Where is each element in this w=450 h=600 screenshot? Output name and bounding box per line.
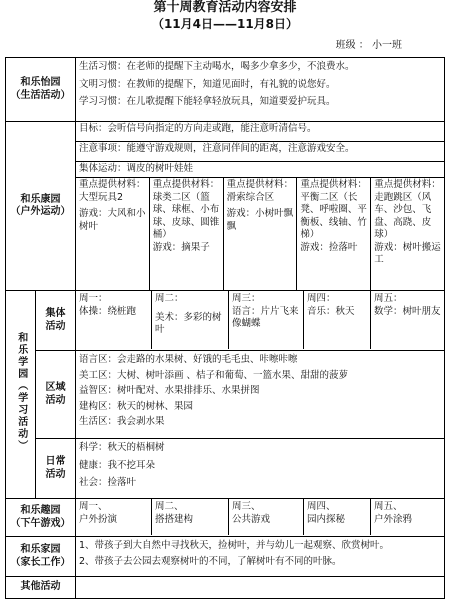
area-line: 生活区：我会剥水果 xyxy=(79,416,165,427)
area-activity-content xyxy=(76,351,445,439)
life-row xyxy=(6,58,445,122)
day-cell: 周一、 户外扮演 xyxy=(76,499,152,535)
life-habit-line: 生活习惯：在老师的提醒下主动喝水，喝多少拿多少，不浪费水。 xyxy=(79,61,355,72)
learning-area-row xyxy=(6,351,445,439)
afternoon-row xyxy=(6,499,445,537)
civil-habit-line: 文明习惯：在教师的提醒下，知道见面时，有礼貌的说您好。 xyxy=(79,78,336,90)
group-activity-label: 集体 活动 xyxy=(36,291,76,351)
material-cell: 重点提供材料：走跑跳区（风车、沙包、飞盘、高跷、皮球） 游戏：树叶搬运工 xyxy=(374,179,441,265)
outdoor-group-activity: 集体运动：调皮的树叶娃娃 xyxy=(76,162,444,178)
study-habit-line: 学习习惯：在儿歌提醒下能轻拿轻放玩具，知道要爱护玩具。 xyxy=(79,96,336,107)
class-label: 班级 ： xyxy=(335,40,369,51)
family-line: 2、带孩子去公园去观察树叶的不同，了解树叶有不同的叶脉。 xyxy=(79,555,342,567)
day-cell: 周三、 公共游戏 xyxy=(229,499,304,535)
outdoor-content xyxy=(76,122,445,291)
daily-line: 科学：秋天的梧桐树 xyxy=(79,442,165,453)
daily-activity-label: 日常 活动 xyxy=(36,439,76,499)
day-cell: 周一： 体操：绕桩跑 xyxy=(76,291,152,349)
family-label: 和乐家园 （家长工作） xyxy=(6,537,76,577)
class-name: 小一班 xyxy=(372,40,402,51)
day-cell: 周五： 数学：树叶朋友 xyxy=(374,293,441,317)
family-line: 1、带孩子到大自然中寻找秋天，捡树叶，并与幼儿一起观察、欣赏树叶。 xyxy=(79,540,390,551)
group-activity-days xyxy=(76,291,445,351)
daily-line: 社会：捡落叶 xyxy=(79,477,137,488)
outdoor-row xyxy=(6,122,445,291)
afternoon-label: 和乐趣园 （下午游戏） xyxy=(6,499,76,537)
day-cell: 周二、 搭搭建构 xyxy=(152,499,229,535)
day-cell: 周四、 园内探秘 xyxy=(304,499,371,535)
material-cell: 重点提供材料：滑索综合区 游戏：小树叶飘飘 xyxy=(224,178,298,290)
daily-activity-content xyxy=(76,439,445,499)
material-cell: 重点提供材料：平衡二区（长凳、呼啦圈、平衡板、线轴、竹梯） 游戏：捡落叶 xyxy=(297,178,371,290)
class-info xyxy=(336,39,402,52)
afternoon-days xyxy=(76,499,445,537)
learning-group-row xyxy=(6,291,445,351)
material-cell: 重点提供材料：球类二区（篮球、球框、小布球、皮球、圆锥桶） 游戏：摘果子 xyxy=(150,178,224,290)
day-cell: 周三： 语言：片片飞来像蝴蝶 xyxy=(229,291,304,349)
area-activity-label: 区域 活动 xyxy=(36,351,76,439)
outdoor-materials xyxy=(76,178,444,290)
page-title: 第十周教育活动内容安排 xyxy=(153,0,297,15)
material-cell: 重点提供材料：大型玩具2 游戏：大风和小树叶 xyxy=(76,178,150,290)
other-row xyxy=(6,577,445,599)
life-label: 和乐怡园 （生活活动） xyxy=(6,58,76,122)
life-content xyxy=(76,58,445,122)
plan-table xyxy=(5,57,445,599)
family-row xyxy=(6,537,445,577)
date-range: （11月4日——11月8日） xyxy=(151,17,299,31)
day-cell: 周二： 美术：多彩的树叶 xyxy=(152,291,229,349)
other-content xyxy=(76,577,445,599)
area-line: 语言区：会走路的水果树、好饿的毛毛虫、咔嚓咔嚓 xyxy=(79,354,298,365)
day-cell: 周五、 户外涂鸦 xyxy=(374,501,413,525)
daily-line: 健康：我不挖耳朵 xyxy=(79,459,156,471)
family-content xyxy=(76,537,445,577)
learning-label: 和乐学园（学习活动） xyxy=(6,291,36,499)
area-line: 美工区：大树、树叶添画 、桔子和葡萄、一篮水果、甜甜的菠萝 xyxy=(79,369,349,381)
outdoor-notes: 注意事项：能遵守游戏规则，注意同伴间的距离，注意游戏安全。 xyxy=(76,142,444,162)
other-label: 其他活动 xyxy=(6,577,76,599)
learning-daily-row xyxy=(6,439,445,499)
area-line: 益智区：树叶配对、水果排排乐、水果拼图 xyxy=(79,385,260,396)
outdoor-label: 和乐康园 （户外运动） xyxy=(6,122,76,291)
area-line: 建构区：秋天的树林、果园 xyxy=(79,400,194,412)
day-cell: 周四： 音乐：秋天 xyxy=(304,291,371,349)
outdoor-goal: 目标：会听信号向指定的方向走或跑，能注意听清信号。 xyxy=(76,122,444,142)
